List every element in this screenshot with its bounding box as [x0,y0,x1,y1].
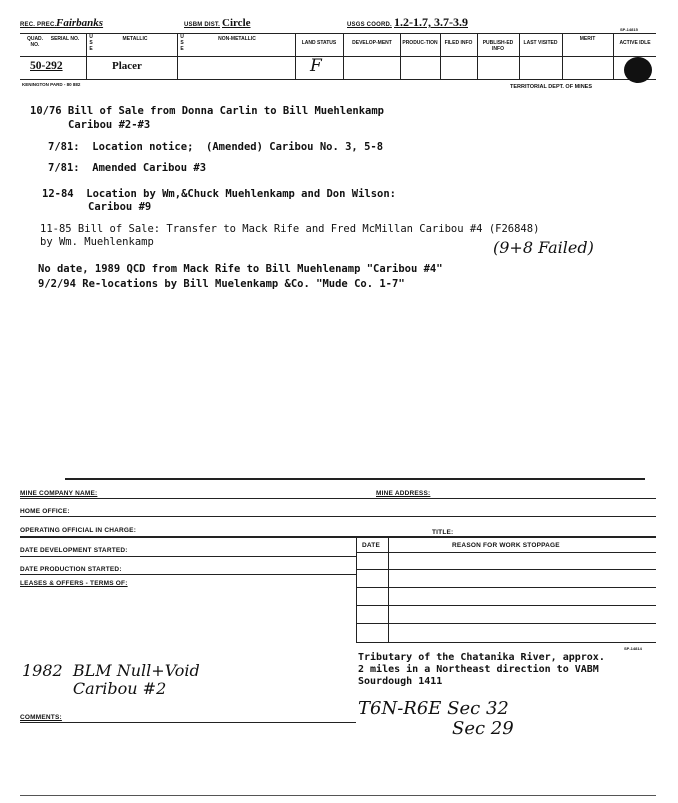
entry-1981-amended: 7/81: Amended Caribou #3 [48,162,207,174]
date-production-label: DATE PRODUCTION STARTED: [20,566,122,573]
rec-prec-label: REC. PREC. [20,22,57,28]
active-idle-dot [624,57,652,83]
title-label: TITLE: [432,529,454,536]
col-last-visited: LAST VISITED [523,40,558,46]
col-production: PRODUC-TION [402,40,438,46]
usbm-dist-value: Circle [222,17,251,29]
home-office-label: HOME OFFICE: [20,508,70,515]
entry-1985-transfer: 11-85 Bill of Sale: Transfer to Mack Rife and Fred McMillan Caribou #4 (F26848) [40,223,540,235]
form-footer-left: KENINGTON PARD - 80 882 [22,82,81,87]
handwritten-section-29: Sec 29 [452,718,514,739]
date-column-header: DATE [362,542,381,549]
usbm-dist-label: USBM DIST. [184,22,221,28]
entry-1984-location: 12-84 Location by Wm,&Chuck Muehlenkamp and Don Wilson: [42,188,397,200]
entry-1994-relocations: 9/2/94 Re-locations by Bill Muelenkamp &Co. "Mude Co. 1-7" [38,278,405,290]
col-published-info: PUBLISH-ED INFO [482,40,514,52]
entry-by-muehlenkamp: by Wm. Muehlenkamp [40,236,154,248]
col-merit: MERIT [579,36,596,42]
quad-value: 50-292 [30,60,63,72]
header [0,0,678,100]
date-development-label: DATE DEVELOPMENT STARTED: [20,547,128,554]
col-land-status: LAND STATUS [301,40,337,46]
entry-1989-qcd: No date, 1989 QCD from Mack Rife to Bill Muehlenamp "Caribou #4" [38,263,443,275]
entry-1981-location-notice: 7/81: Location notice; (Amended) Caribou No. 3, 5-8 [48,141,384,153]
col-active-idle: ACTIVE IDLE [619,40,651,46]
operating-official-label: OPERATING OFFICIAL IN CHARGE: [20,527,137,534]
col-use: U S E [89,34,93,52]
col-filed-info: FILED INFO [444,40,473,46]
handwritten-township-section: T6N-R6E Sec 32 [358,698,509,719]
col-quad-no: QUAD. NO. [26,36,44,48]
mine-address-label: MINE ADDRESS: [376,490,431,497]
form-footer-right: TERRITORIAL DEPT. OF MINES [510,84,592,90]
usgs-coord-label: USGS COORD. [347,22,392,28]
comments-label: COMMENTS: [20,714,62,721]
handwritten-blm-note: 1982 BLM Null+Void Caribou #2 [22,661,200,698]
col-non-metallic: NON-METALLIC [218,36,256,42]
rec-prec-value: Fairbanks [56,17,104,29]
handwritten-failed-note: (9+8 Failed) [493,238,594,257]
col-use-2: U S E [180,34,184,52]
metallic-value: Placer [112,60,142,72]
col-development: DEVELOP-MENT [352,40,392,46]
col-serial-no: SERIAL NO. [50,36,80,42]
entry-1976-bill-of-sale: 10/76 Bill of Sale from Donna Carlin to Bill Muehlenkamp [30,105,385,117]
leases-label: LEASES & OFFERS - TERMS OF: [20,580,128,587]
location-description: Tributary of the Chatanika River, approx. 2 miles in a Northeast direction to VABM Sourdough 1411 [358,652,605,687]
entry-caribou-2-3: Caribou #2-#3 [68,119,151,131]
reason-column-header: REASON FOR WORK STOPPAGE [452,542,560,549]
col-metallic: METALLIC [122,36,148,42]
usgs-coord-value: 1.2-1.7, 3.7-3.9 [394,15,468,29]
form-number-top: SP-14815 [620,27,638,32]
entry-caribou-9: Caribou #9 [88,201,152,213]
mine-company-name-label: MINE COMPANY NAME: [20,490,98,497]
form-number-bottom: SP-14814 [624,646,642,651]
land-status-mark: F [310,56,322,76]
